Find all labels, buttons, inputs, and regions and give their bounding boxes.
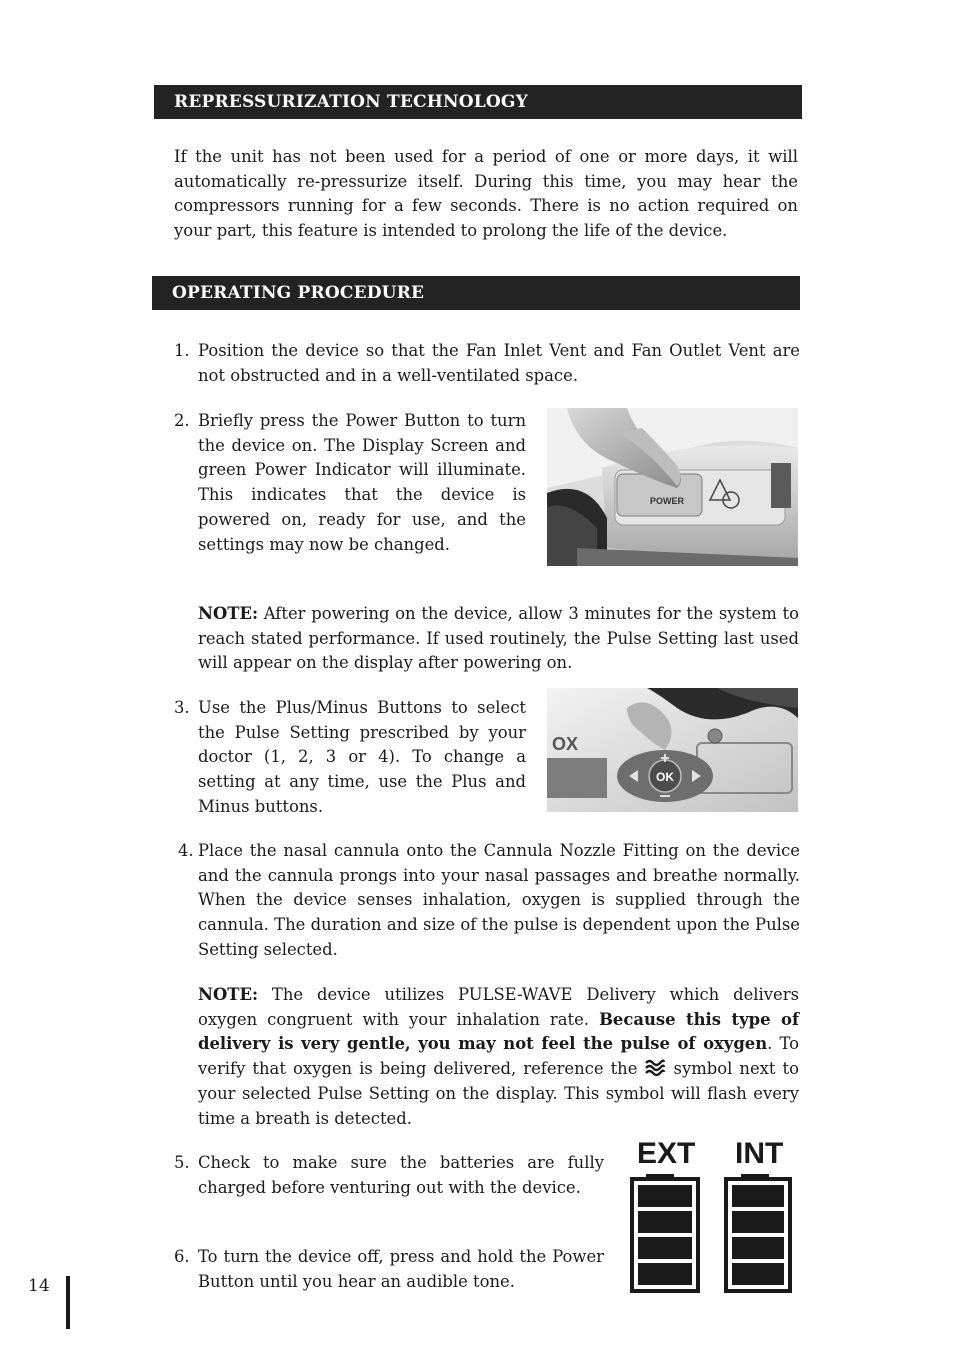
- page-number: 14: [28, 1276, 50, 1296]
- section-header-operating: [152, 276, 800, 310]
- ext-battery-level-bar: [638, 1263, 692, 1285]
- section-title: REPRESSURIZATION TECHNOLOGY: [174, 92, 528, 112]
- step-number: 3.: [174, 698, 190, 717]
- step-5: [174, 1151, 604, 1226]
- int-battery-level-bar: [732, 1263, 784, 1285]
- step-text: Use the Plus/Minus Buttons to select the Pulse Setting prescribed by your doctor (1, 2, 3 or 4). To change a setting at any time, use the Plus and Minus buttons.: [198, 698, 526, 816]
- pulse-wave-icon: [644, 1058, 666, 1076]
- int-battery-level-bar: [732, 1211, 784, 1233]
- battery-graphics: [628, 1137, 798, 1297]
- int-battery-level-bar: [732, 1237, 784, 1259]
- step-text: Check to make sure the batteries are fully charged before venturing out with the device.: [198, 1153, 604, 1197]
- section-title: OPERATING PROCEDURE: [172, 283, 425, 303]
- note-bold-text: Because this type of delivery is very gentle, you may not feel the pulse of oxygen: [198, 1009, 799, 1054]
- int-battery-label: INT: [735, 1137, 784, 1170]
- control-buttons-illustration: [547, 688, 798, 812]
- repressurization-text: If the unit has not been used for a period of one or more days, it will automatically re-pressurize itself. During this time, you may hear the compressors running for a few seconds. There is no action required on your part, this feature is intended to prolong the life of the device.: [174, 147, 798, 241]
- note-text-a: The device utilizes PULSE-WAVE Delivery which delivers oxygen congruent with your inhalation rate.: [198, 985, 799, 1029]
- section-header-repressurization: [154, 85, 802, 119]
- step-4: [178, 839, 800, 964]
- step-number: 5.: [174, 1153, 190, 1172]
- step-text: Briefly press the Power Button to turn the device on. The Display Screen and green Power Indicator will illuminate. This indicates that the device is powered on, ready for use, and the settings may now be changed.: [198, 411, 526, 554]
- note-1: [198, 602, 799, 676]
- ext-battery-icon: [632, 1174, 698, 1291]
- step-2: [174, 409, 528, 584]
- power-button-photo: [547, 408, 798, 566]
- step-number: 6.: [174, 1247, 190, 1266]
- step-text: To turn the device off, press and hold the Power Button until you hear an audible tone.: [198, 1247, 604, 1291]
- step-number: 2.: [174, 411, 190, 430]
- ok-label: OK: [656, 770, 674, 784]
- step-3: [174, 696, 528, 821]
- note-2: [198, 983, 799, 1131]
- step-1: [174, 339, 800, 391]
- ext-battery-level-bar: [638, 1185, 692, 1207]
- brand-fragment: OX: [552, 734, 579, 754]
- note-text-b: . To verify that oxygen is being delivered, reference the: [198, 1034, 799, 1079]
- page-divider: [66, 1276, 70, 1329]
- power-button-illustration: [547, 408, 798, 566]
- ext-battery-label: EXT: [637, 1137, 696, 1170]
- step-text: Position the device so that the Fan Inlet Vent and Fan Outlet Vent are not obstructed and in a well-ventilated space.: [198, 341, 800, 385]
- step-number: 1.: [174, 341, 190, 360]
- int-battery-icon: [726, 1174, 790, 1291]
- note-label: NOTE:: [198, 985, 259, 1004]
- ext-battery-level-bar: [638, 1237, 692, 1259]
- ext-battery-level-bar: [638, 1211, 692, 1233]
- power-label: POWER: [650, 496, 685, 506]
- step-6: [174, 1245, 604, 1297]
- step-number: 4.: [178, 841, 194, 860]
- control-buttons-photo: [547, 688, 798, 812]
- int-battery-level-bar: [732, 1185, 784, 1207]
- battery-indicators: [628, 1137, 798, 1297]
- note-text-c: symbol next to your selected Pulse Setting on the display. This symbol will flash every time a breath is detected.: [198, 1059, 799, 1128]
- note-label: NOTE:: [198, 604, 259, 623]
- note-text: After powering on the device, allow 3 minutes for the system to reach stated performance. If used routinely, the Pulse Setting last used will appear on the display after powering on.: [198, 604, 799, 673]
- step-text: Place the nasal cannula onto the Cannula Nozzle Fitting on the device and the cannula prongs into your nasal passages and breathe normally. When the device senses inhalation, oxygen is supplied through the cannula. The duration and size of the pulse is dependent upon the Pulse Setting selected.: [198, 841, 800, 959]
